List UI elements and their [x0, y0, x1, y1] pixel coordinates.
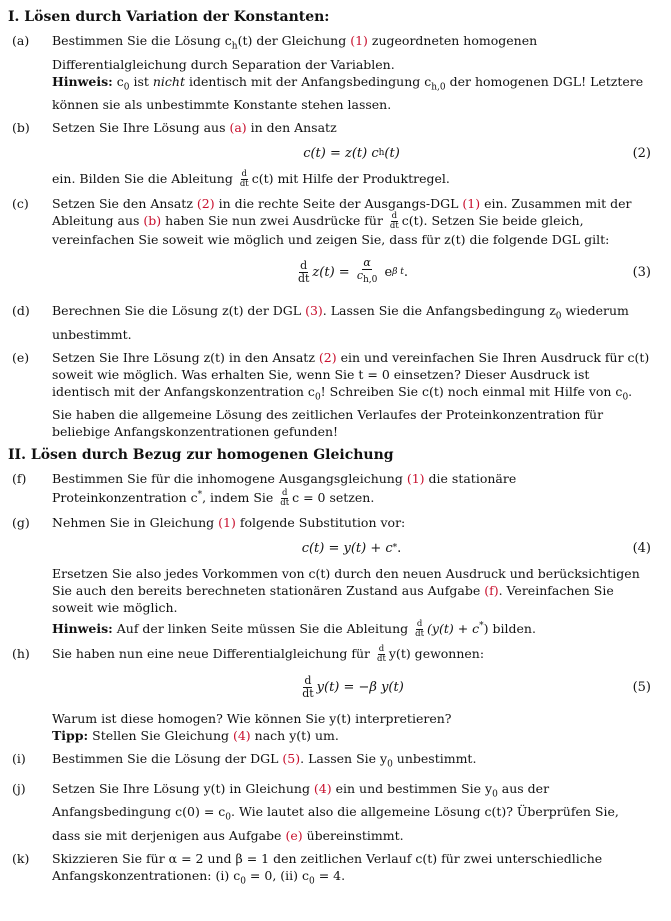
- task-k-label: (k): [12, 850, 30, 866]
- task-d-text: Berechnen Sie die Lösung z(t) der DGL (3). Lassen Sie die Anfangsbedingung $z_0$ wiederum unbestimmt.: [52, 303, 629, 342]
- ref-eq-4[interactable]: (4): [313, 780, 332, 796]
- task-f: [8, 470, 651, 508]
- task-f-text: Bestimmen Sie für die inhomogene Ausgangsgleichung (1) die stationäre Proteinkonzentration c*, indem Sie $\frac{d}{dt}$ c = 0 setzen.: [52, 471, 517, 509]
- ref-eq-1[interactable]: (1): [350, 33, 368, 48]
- task-g-hint: Hinweis: Auf der linken Seite müssen Sie die Ableitung $\frac{d}{dt}$ (y(t) + c*) bilden.: [52, 619, 536, 640]
- task-g: [8, 514, 651, 639]
- section-2-title: II. Lösen durch Bezug zur homogenen Gleichung: [8, 447, 394, 463]
- ref-eq-1[interactable]: (1): [462, 196, 481, 211]
- ref-task-f[interactable]: (f): [484, 583, 499, 599]
- task-h-tip: Tipp: Stellen Sie Gleichung (4) nach y(t) um.: [52, 728, 339, 744]
- ref-eq-3[interactable]: (3): [305, 303, 323, 318]
- equation-5: $\frac{d}{dt}$ y(t) = −β y(t) (5): [302, 673, 651, 700]
- task-a: [8, 32, 651, 113]
- ref-eq-2[interactable]: (2): [196, 196, 215, 211]
- equation-4-number: (4): [632, 540, 651, 556]
- task-b-text: Setzen Sie Ihre Lösung aus (a) in den Ansatz: [52, 120, 337, 135]
- task-c-text: Setzen Sie den Ansatz (2) in die rechte Seite der Ausgangs-DGL (1) ein. Zusammen mit der Ableitung aus (b) haben Sie nun zwei Ausdrücke für $\frac{d}{dt}$ c(t). Setzen Sie beide gleich, vereinfachen Sie soweit wie möglich und zeigen Sie, dass für z(t) die folgende DGL gilt:: [52, 196, 632, 247]
- section-1-title: I. Lösen durch Variation der Konstanten:: [8, 9, 330, 25]
- task-b: [8, 119, 651, 189]
- task-b-text-2: ein. Bilden Sie die Ableitung $\frac{d}{dt}$ c(t) mit Hilfe der Produktregel.: [52, 169, 450, 189]
- ref-task-b[interactable]: (b): [143, 213, 162, 228]
- task-a-text: Bestimmen Sie die Lösung $c_h(t)$ der Gleichung (1) zugeordneten homogenen Differentialgleichung durch Separation der Variablen.: [52, 33, 538, 72]
- task-j-label: (j): [12, 780, 26, 796]
- task-c: [8, 195, 651, 296]
- task-k-text: Skizzieren Sie für α = 2 und β = 1 den zeitlichen Verlauf c(t) für zwei unterschiedliche Anfangskonzentrationen: (i) $c_0 = 0$, (ii) $c_0 = 4$.: [52, 850, 603, 887]
- task-i-text: Bestimmen Sie die Lösung der DGL (5). Lassen Sie $y_0$ unbestimmt.: [52, 751, 477, 770]
- task-k: [8, 850, 651, 891]
- task-b-label: (b): [12, 120, 30, 135]
- ref-eq-5[interactable]: (5): [282, 751, 301, 767]
- ref-task-a[interactable]: (a): [229, 120, 247, 135]
- task-d: [8, 302, 651, 343]
- task-i-label: (i): [12, 751, 26, 767]
- task-h: [8, 645, 651, 744]
- task-f-label: (f): [12, 471, 27, 486]
- equation-3-number: (3): [632, 264, 651, 280]
- ref-eq-1[interactable]: (1): [218, 515, 236, 531]
- task-a-hint: Hinweis: $c_0$ ist nicht identisch mit der Anfangsbedingung $c_{h,0}$ der homogenen DGL! Letztere können sie als unbestimmte Konstante stehen lassen.: [52, 73, 644, 112]
- equation-2-number: (2): [632, 145, 651, 161]
- equation-5-number: (5): [632, 679, 651, 695]
- task-e-label: (e): [12, 349, 30, 365]
- task-e: [8, 349, 651, 441]
- task-g-text: Nehmen Sie in Gleichung (1) folgende Substitution vor:: [52, 515, 406, 531]
- equation-2: c(t) = z(t) c h (t) (2): [303, 145, 651, 161]
- equation-3: $\frac{d}{dt}$ z(t) = $\frac{\alpha}{c_{h,0}}$ e β t . (3): [297, 256, 651, 286]
- ref-eq-1[interactable]: (1): [406, 471, 425, 486]
- ref-eq-2[interactable]: (2): [318, 349, 337, 365]
- task-j-text: Setzen Sie Ihre Lösung y(t) in Gleichung (4) ein und bestimmen Sie $y_0$ aus der Anfangsbedingung $c(0) = c_0$. Wie lautet also die allgemeine Lösung c(t)? Überprüfen Sie, dass sie mit derjenigen aus Aufgabe (e) übereinstimmt.: [52, 780, 619, 843]
- task-a-label: (a): [12, 33, 30, 48]
- ref-eq-4[interactable]: (4): [232, 728, 251, 744]
- task-g-text-2: Ersetzen Sie also jedes Vorkommen von c(t) durch den neuen Ausdruck und berücksichtigen Sie auch den bereits berechneten stationären Zustand aus Aufgabe (f). Vereinfachen Sie soweit wie möglich.: [52, 566, 640, 616]
- task-h-label: (h): [12, 646, 30, 662]
- task-h-text-2: Warum ist diese homogen? Wie können Sie y(t) interpretieren?: [52, 711, 452, 727]
- equation-4: c(t) = y(t) + c * . (4): [301, 540, 651, 556]
- ref-task-e[interactable]: (e): [285, 827, 303, 843]
- task-i: [8, 750, 651, 774]
- task-j: [8, 780, 651, 844]
- task-e-text: Setzen Sie Ihre Lösung z(t) in den Ansatz (2) ein und vereinfachen Sie Ihren Ausdruck für c(t) soweit wie möglich. Was erhalten Sie, wenn Sie t = 0 einsetzen? Dieser Ausdruck ist identisch mit der Anfangskonzentration $c_0$! Schreiben Sie c(t) noch einmal mit Hilfe von $c_0$. Sie haben die allgemeine Lösung des zeitlichen Verlaufes der Proteinkonzentration für beliebige Anfangskonzentrationen gefunden!: [52, 349, 650, 439]
- task-d-label: (d): [12, 303, 30, 318]
- task-c-label: (c): [12, 196, 29, 211]
- task-g-label: (g): [12, 515, 30, 531]
- task-h-text: Sie haben nun eine neue Differentialgleichung für $\frac{d}{dt}$ y(t) gewonnen:: [52, 644, 485, 665]
